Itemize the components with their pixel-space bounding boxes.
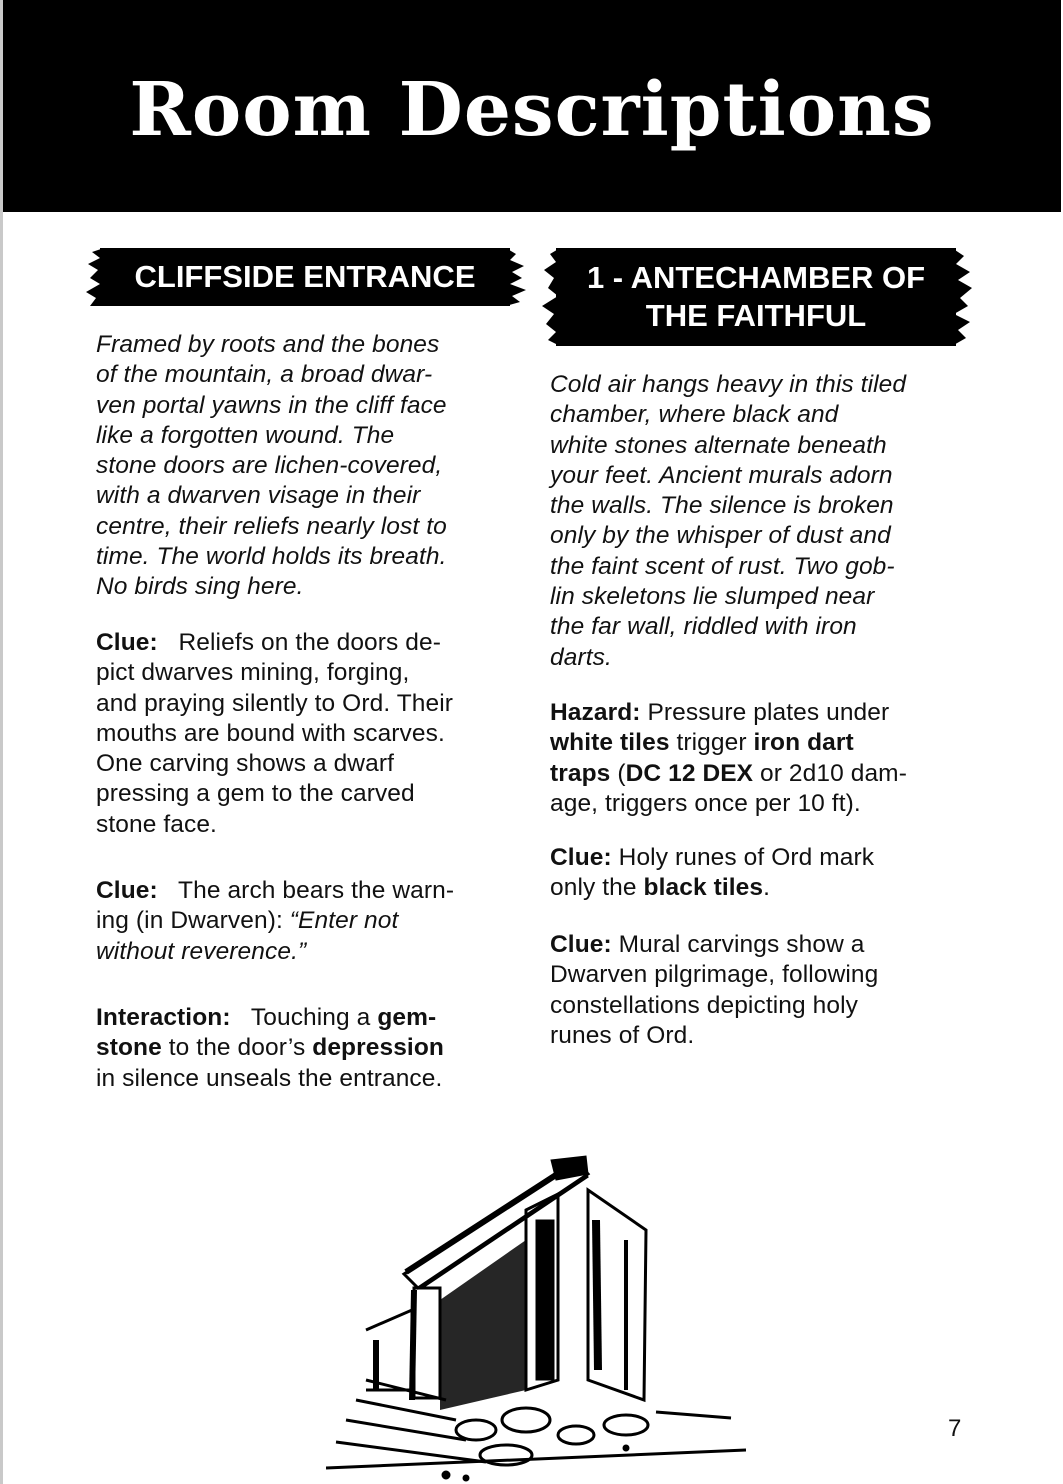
text-line: only the xyxy=(550,874,644,902)
interaction-label: Interaction: xyxy=(96,1004,231,1031)
text-line: the faint scent of rust. Two gob- xyxy=(550,552,895,580)
keyword: black tiles xyxy=(643,874,764,902)
antechamber-heading-line: 1 - ANTECHAMBER OF xyxy=(586,260,926,295)
text-line: and praying silently to Ord. Their xyxy=(96,689,454,717)
text-line: Pressure plates under xyxy=(640,699,890,726)
text-line: only by the whisper of dust and xyxy=(550,522,891,550)
antechamber-clue-runes xyxy=(550,843,990,904)
text-line: stone doors are lichen-covered, xyxy=(96,452,443,480)
hazard-label: Hazard: xyxy=(550,699,641,726)
text-line: white stones alternate beneath xyxy=(550,431,887,459)
text-line: Reliefs on the doors de- xyxy=(178,629,442,656)
page-title: Room Descriptions xyxy=(129,67,935,153)
text-line: ( xyxy=(610,759,626,787)
stone-portal-illustration xyxy=(326,1150,746,1484)
cliffside-description xyxy=(96,330,526,603)
text-line: like a forgotten wound. The xyxy=(96,421,395,449)
text-line: the far wall, riddled with iron xyxy=(550,613,857,641)
text-line: centre, their reliefs nearly lost to xyxy=(96,512,447,540)
text-line: Framed by roots and the bones xyxy=(96,331,440,358)
antechamber-hazard xyxy=(550,698,990,819)
text-line: your feet. Ancient murals adorn xyxy=(550,461,893,489)
text-line: with a dwarven visage in their xyxy=(96,482,421,510)
cliffside-clue-reliefs xyxy=(96,628,526,840)
text-line: trigger xyxy=(669,729,754,757)
text-line: ing (in Dwarven): xyxy=(96,907,290,935)
cliffside-heading xyxy=(100,248,510,306)
text-line: darts. xyxy=(550,643,612,671)
clue-label: Clue: xyxy=(550,844,612,871)
text-line: stone face. xyxy=(96,810,217,838)
brush-edge-icon xyxy=(952,248,972,346)
text-line: or 2d10 dam- xyxy=(753,759,907,787)
text-line: The arch bears the warn- xyxy=(178,877,455,904)
text-line: ven portal yawns in the cliff face xyxy=(96,391,447,419)
clue-label: Clue: xyxy=(96,877,158,904)
text-line: pressing a gem to the carved xyxy=(96,780,415,808)
text-line: age, triggers once per 10 ft). xyxy=(550,789,861,817)
antechamber-heading xyxy=(556,248,956,346)
antechamber-clue-murals xyxy=(550,930,990,1051)
cliffside-interaction xyxy=(96,1003,526,1094)
clue-label: Clue: xyxy=(550,931,612,958)
brush-edge-icon xyxy=(506,248,526,306)
antechamber-heading-line: THE FAITHFUL xyxy=(645,298,867,333)
text-line: to the door’s xyxy=(161,1034,313,1062)
text-line: in silence unseals the entrance. xyxy=(96,1064,443,1092)
keyword: stone xyxy=(96,1034,162,1062)
text-line: the walls. The silence is broken xyxy=(550,492,894,520)
text-line: Mural carvings show a xyxy=(611,931,865,958)
text-line: Cold air hangs heavy in this tiled xyxy=(550,371,907,398)
keyword: depression xyxy=(312,1034,444,1062)
text-line: Holy runes of Ord mark xyxy=(611,844,875,871)
text-line: One carving shows a dwarf xyxy=(96,750,394,778)
text-line: No birds sing here. xyxy=(96,573,304,601)
text-line: Touching a xyxy=(250,1004,378,1031)
cliffside-clue-arch xyxy=(96,876,526,967)
keyword: white tiles xyxy=(550,729,670,757)
keyword: traps xyxy=(550,759,611,787)
keyword: gem- xyxy=(377,1004,437,1031)
text-line: mouths are bound with scarves. xyxy=(96,719,445,747)
text-line: runes of Ord. xyxy=(550,1021,695,1049)
text-line: time. The world holds its breath. xyxy=(96,543,447,571)
page-edge xyxy=(0,0,3,1484)
antechamber-description xyxy=(550,370,990,673)
text-line: Dwarven pilgrimage, following xyxy=(550,961,879,989)
keyword: iron dart xyxy=(753,729,854,757)
title-banner xyxy=(3,0,1061,212)
brush-edge-icon xyxy=(542,248,560,346)
brush-edge-icon xyxy=(86,248,104,306)
clue-label: Clue: xyxy=(96,629,158,656)
text-line: of the mountain, a broad dwar- xyxy=(96,361,433,389)
quote-text: “Enter not xyxy=(289,907,399,935)
text-line: lin skeletons lie slumped near xyxy=(550,583,875,611)
keyword: DC 12 DEX xyxy=(625,759,754,787)
text-line: chamber, where black and xyxy=(550,401,839,429)
cliffside-heading-text: CLIFFSIDE ENTRANCE xyxy=(134,259,476,294)
text-line: . xyxy=(763,874,771,902)
quote-text: without reverence.” xyxy=(96,937,307,965)
text-line: pict dwarves mining, forging, xyxy=(96,659,410,687)
page-number: 7 xyxy=(948,1415,962,1442)
text-line: constellations depicting holy xyxy=(550,991,858,1019)
